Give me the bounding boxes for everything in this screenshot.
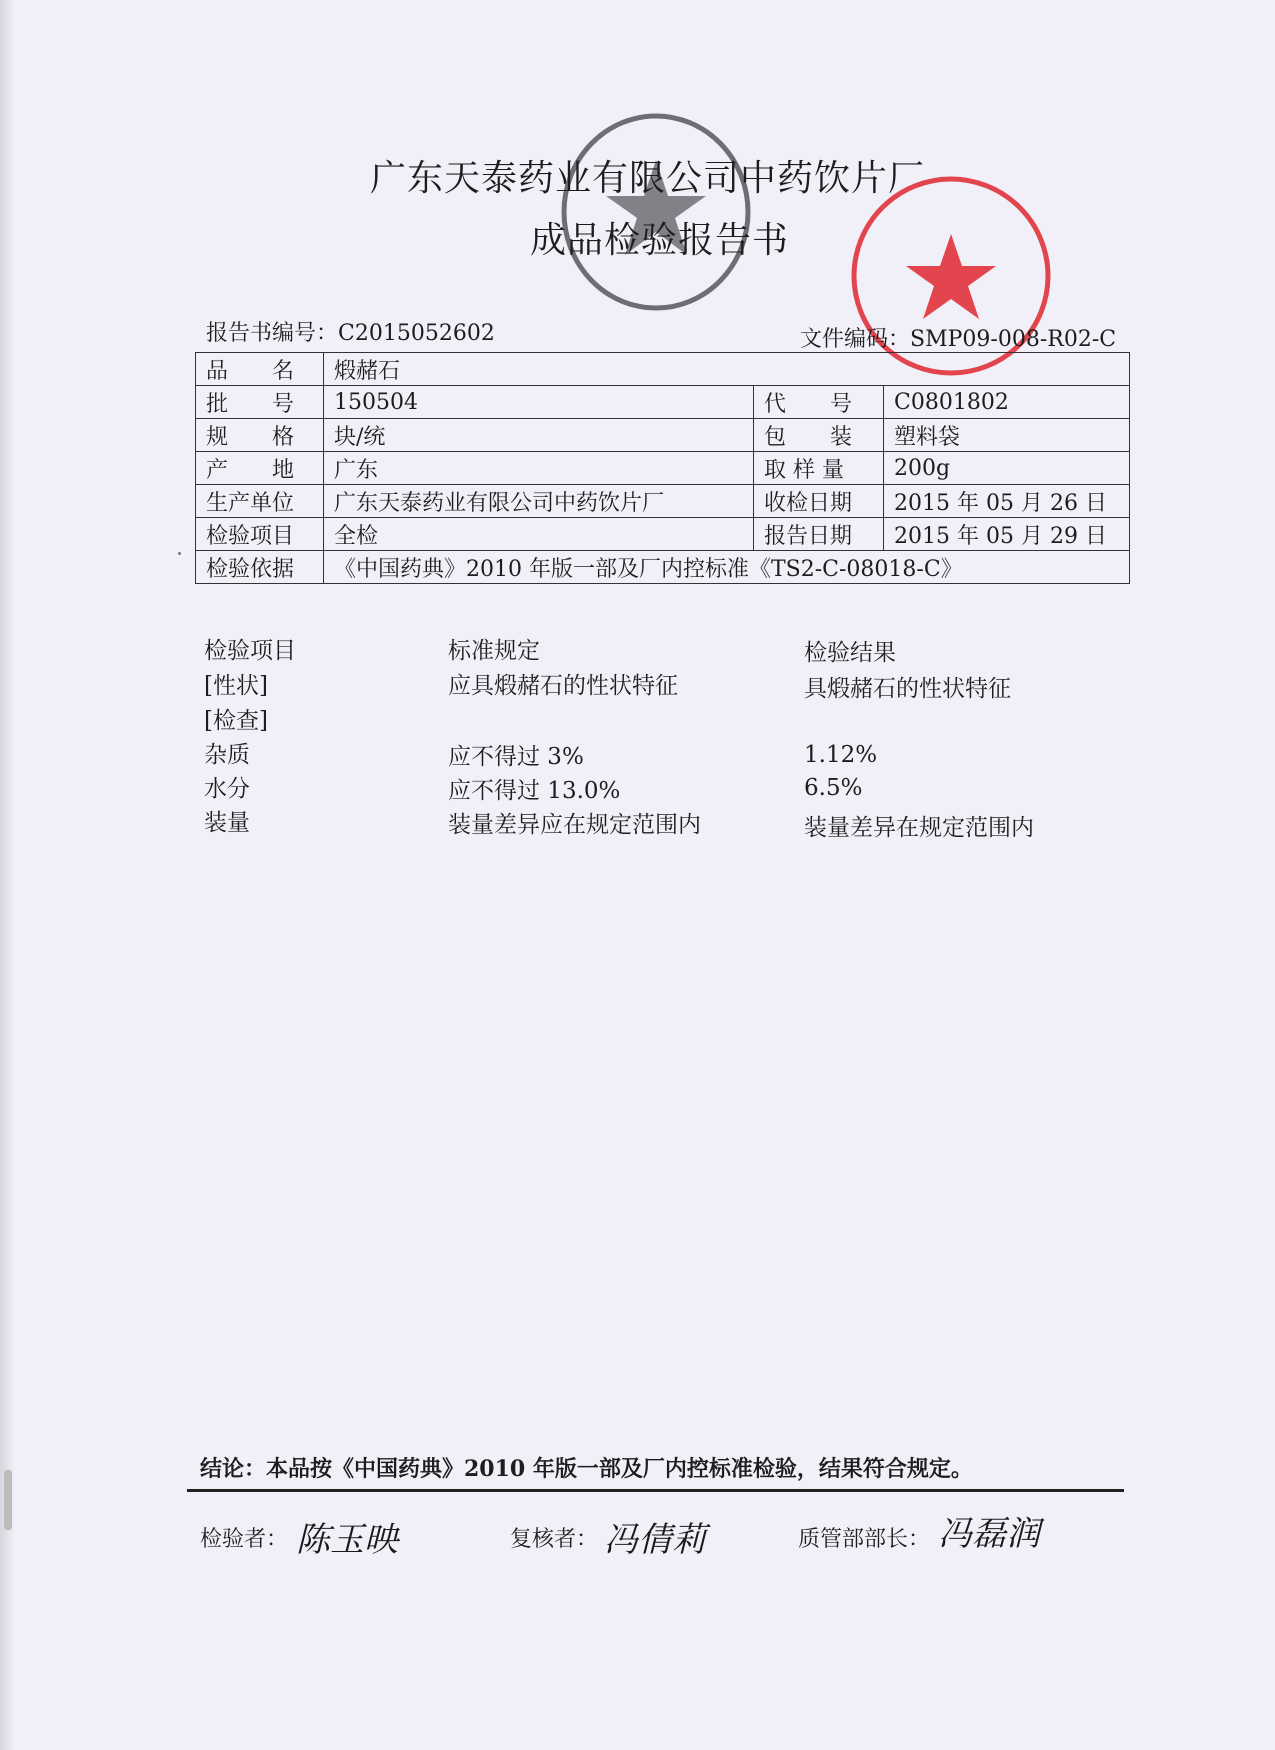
company-title: 广东天泰药业有限公司中药饮片厂 [370, 158, 926, 199]
origin-label: 产 地 [196, 452, 324, 485]
product-name-label: 品 名 [196, 353, 324, 386]
product-info-table [195, 352, 1130, 584]
result-item: 杂质 [204, 742, 250, 768]
batch-value: 150504 [324, 386, 754, 419]
file-number-value: SMP09-008-R02-C [910, 327, 1117, 352]
report-date-label: 报告日期 [754, 518, 884, 551]
result-standard: 应不得过 3% [448, 744, 584, 770]
result-standard: 应具煅赭石的性状特征 [448, 673, 678, 699]
package-value: 塑料袋 [884, 419, 1130, 452]
sample-qty-value: 200g [884, 452, 1130, 485]
result-item: [检查] [204, 708, 268, 734]
producer-label: 生产单位 [196, 485, 324, 518]
inspector-signature: 陈玉映 [296, 1520, 398, 1560]
report-date-value: 2015 年 05 月 29 日 [884, 518, 1130, 551]
producer-value: 广东天泰药业有限公司中药饮片厂 [324, 485, 754, 518]
result-value: 1.12% [804, 742, 878, 768]
result-item: [性状] [204, 673, 268, 699]
manager-label: 质管部部长： [798, 1527, 931, 1552]
table-row [196, 485, 1130, 518]
table-row [196, 452, 1130, 485]
test-item-value: 全检 [324, 518, 754, 551]
reviewer-signature: 冯倩莉 [604, 1520, 706, 1560]
document-title: 成品检验报告书 [530, 220, 790, 261]
table-row [196, 386, 1130, 419]
file-number-label: 文件编码： [800, 327, 911, 352]
scan-speck [178, 552, 181, 555]
report-number-value: C2015052602 [338, 321, 495, 346]
spec-label: 规 格 [196, 419, 324, 452]
result-item: 水分 [204, 776, 250, 802]
batch-label: 批 号 [196, 386, 324, 419]
basis-label: 检验依据 [196, 551, 324, 584]
divider [187, 1489, 1124, 1492]
package-label: 包 装 [754, 419, 884, 452]
product-name-value: 煅赭石 [324, 353, 1130, 386]
results-header-standard: 标准规定 [448, 638, 540, 664]
result-standard: 应不得过 13.0% [448, 778, 621, 804]
file-number [800, 322, 1116, 353]
conclusion: 结论：本品按《中国药典》2010 年版一部及厂内控标准检验，结果符合规定。 [200, 1456, 973, 1482]
result-item: 装量 [204, 810, 250, 836]
table-row [196, 353, 1130, 386]
spec-value: 块/统 [324, 419, 754, 452]
receive-date-value: 2015 年 05 月 26 日 [884, 485, 1130, 518]
result-value: 6.5% [804, 775, 863, 801]
report-number [206, 316, 495, 347]
result-value: 装量差异在规定范围内 [804, 815, 1034, 841]
inspector-label: 检验者： [200, 1527, 289, 1552]
results-header-result: 检验结果 [804, 640, 896, 666]
receive-date-label: 收检日期 [754, 485, 884, 518]
table-row [196, 551, 1130, 584]
results-header-item: 检验项目 [204, 638, 296, 664]
code-label: 代 号 [754, 386, 884, 419]
table-row [196, 518, 1130, 551]
scan-speck [4, 1470, 12, 1530]
result-standard: 装量差异应在规定范围内 [448, 812, 701, 838]
result-value: 具煅赭石的性状特征 [804, 676, 1011, 702]
test-item-label: 检验项目 [196, 518, 324, 551]
table-row [196, 419, 1130, 452]
origin-value: 广东 [324, 452, 754, 485]
sample-qty-label: 取 样 量 [754, 452, 884, 485]
manager-signature: 冯磊润 [938, 1514, 1040, 1554]
report-number-label: 报告书编号： [206, 321, 339, 346]
code-value: C0801802 [884, 386, 1130, 419]
reviewer-label: 复核者： [510, 1527, 599, 1552]
basis-value: 《中国药典》2010 年版一部及厂内控标准《TS2-C-08018-C》 [324, 551, 1130, 584]
